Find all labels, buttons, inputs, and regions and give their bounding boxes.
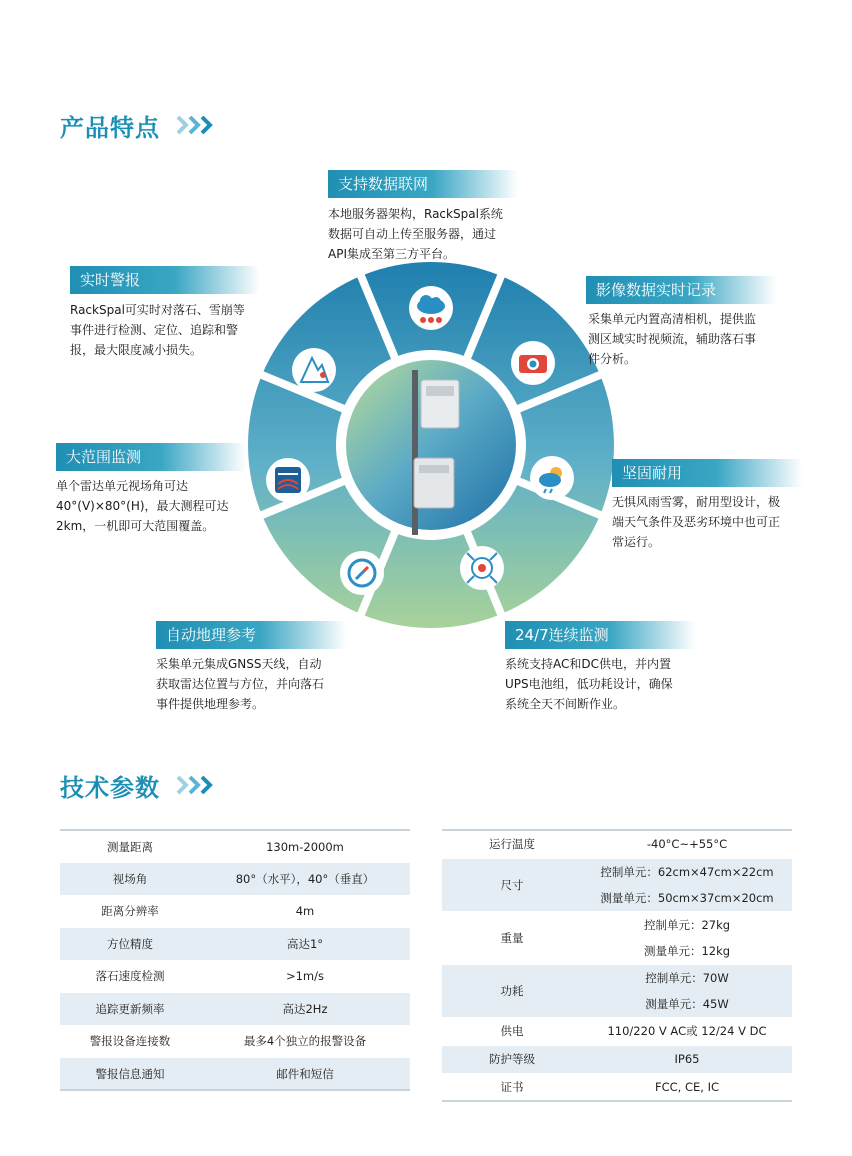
chevrons-icon	[176, 114, 216, 136]
spec-label: 方位精度	[60, 928, 200, 961]
spec-label: 功耗	[442, 964, 582, 1017]
feature-network-desc	[328, 204, 528, 264]
feature-durable-line: 常运行。	[612, 535, 661, 549]
feature-alarm-line: 报，最大限度减小损失。	[70, 343, 203, 357]
feature-video-title: 影像数据实时记录	[586, 276, 776, 304]
spec-row	[442, 830, 792, 858]
spec-label: 尺寸	[442, 858, 582, 911]
spec-value: 高达2Hz	[200, 993, 410, 1026]
spec-value: 80°（水平），40°（垂直）	[200, 863, 410, 896]
spec-row	[442, 858, 792, 911]
feature-geo-line: 获取雷达位置与方位，并向落石	[156, 677, 325, 691]
spec-row	[442, 1017, 792, 1045]
feature-geo-title: 自动地理参考	[156, 621, 346, 649]
feature-durable-line: 端天气条件及恶劣环境中也可正	[612, 515, 781, 529]
feature-alarm-line: 事件进行检测、定位、追踪和警	[70, 323, 239, 337]
feature-network-title: 支持数据联网	[328, 170, 518, 198]
feature-range-title: 大范围监测	[56, 443, 246, 471]
compass-icon	[340, 551, 384, 595]
spec-row	[60, 928, 410, 961]
spec-label: 测量距离	[60, 830, 200, 863]
feature-continuous-desc	[505, 654, 705, 714]
feature-network-line: 数据可自动上传至服务器，通过	[328, 227, 497, 241]
spec-value-line: 控制单元：27kg	[643, 917, 731, 932]
spec-row	[60, 895, 410, 928]
spec-row	[60, 830, 410, 863]
spec-value	[582, 911, 792, 964]
spec-label: 重量	[442, 911, 582, 964]
spec-value-line: 测量单元：50cm×37cm×20cm	[600, 890, 774, 905]
spec-label: 证书	[442, 1073, 582, 1101]
camera-icon	[511, 341, 555, 385]
spec-value	[582, 858, 792, 911]
spec-row	[60, 960, 410, 993]
feature-durable-desc	[612, 492, 812, 552]
spec-label: 运行温度	[442, 830, 582, 858]
spec-value: 110/220 V AC或 12/24 V DC	[582, 1017, 792, 1045]
feature-wheel	[246, 260, 616, 630]
specs-table-left	[60, 829, 410, 1091]
spec-label: 距离分辨率	[60, 895, 200, 928]
spec-value: IP65	[582, 1045, 792, 1073]
specs-table-right	[442, 829, 792, 1102]
feature-alarm-title: 实时警报	[70, 266, 260, 294]
spec-row	[60, 1058, 410, 1091]
feature-range-line: 单个雷达单元视场角可达	[56, 479, 189, 493]
feature-continuous-line: UPS电池组，低功耗设计，确保	[505, 677, 673, 691]
spec-label: 落石速度检测	[60, 960, 200, 993]
target-icon	[460, 546, 504, 590]
feature-durable-title: 坚固耐用	[612, 459, 802, 487]
spec-value-line: 测量单元：12kg	[643, 943, 731, 958]
spec-value	[582, 964, 792, 1017]
spec-label: 警报信息通知	[60, 1058, 200, 1091]
feature-video-line: 测区域实时视频流，辅助落石事	[588, 332, 757, 346]
spec-value: 最多4个独立的报警设备	[200, 1025, 410, 1058]
spec-value: 130m-2000m	[200, 830, 410, 863]
feature-geo-line: 采集单元集成GNSS天线，自动	[156, 657, 322, 671]
spec-row	[60, 863, 410, 896]
feature-network-line: 本地服务器架构，RackSpal系统	[328, 207, 503, 221]
spec-row	[442, 1073, 792, 1101]
chevrons-icon	[176, 774, 216, 796]
feature-continuous-title: 24/7连续监测	[505, 621, 695, 649]
spec-label: 供电	[442, 1017, 582, 1045]
feature-durable-line: 无惧风雨雪雾，耐用型设计，极	[612, 495, 781, 509]
mountain-alert-icon	[292, 348, 336, 392]
feature-range-line: 2km，一机即可大范围覆盖。	[56, 519, 215, 533]
spec-row	[60, 1025, 410, 1058]
spec-label: 防护等级	[442, 1045, 582, 1073]
feature-continuous-line: 系统支持AC和DC供电，并内置	[505, 657, 671, 671]
feature-range-line: 40°(V)×80°(H)，最大测程可达	[56, 499, 229, 513]
weather-icon	[530, 456, 574, 500]
feature-video-line: 采集单元内置高清相机，提供监	[588, 312, 757, 326]
spec-value-line: 测量单元：45W	[645, 996, 729, 1011]
feature-range-desc	[56, 476, 256, 536]
features-section-title: 产品特点	[60, 114, 160, 142]
feature-geo-desc	[156, 654, 356, 714]
cloud-network-icon	[409, 286, 453, 330]
spec-value-line: 控制单元：62cm×47cm×22cm	[600, 864, 774, 879]
radar-range-icon	[266, 458, 310, 502]
spec-row	[442, 911, 792, 964]
spec-label: 警报设备连接数	[60, 1025, 200, 1058]
feature-geo-line: 事件提供地理参考。	[156, 697, 265, 711]
spec-value: 高达1°	[200, 928, 410, 961]
spec-row	[60, 993, 410, 1026]
feature-alarm-line: RackSpal可实时对落石、雪崩等	[70, 303, 245, 317]
spec-value: -40°C~+55°C	[582, 830, 792, 858]
spec-row	[442, 1045, 792, 1073]
spec-value-line: 控制单元：70W	[645, 970, 729, 985]
feature-video-line: 件分析。	[588, 352, 637, 366]
spec-value: 4m	[200, 895, 410, 928]
feature-video-desc	[588, 309, 788, 369]
spec-label: 视场角	[60, 863, 200, 896]
feature-network-line: API集成至第三方平台。	[328, 247, 455, 261]
specs-section-title: 技术参数	[60, 774, 160, 802]
spec-row	[442, 964, 792, 1017]
feature-continuous-line: 系统全天不间断作业。	[505, 697, 626, 711]
spec-label: 追踪更新频率	[60, 993, 200, 1026]
spec-value: FCC, CE, IC	[582, 1073, 792, 1101]
spec-value: >1m/s	[200, 960, 410, 993]
spec-value: 邮件和短信	[200, 1058, 410, 1091]
feature-alarm-desc	[70, 300, 270, 360]
